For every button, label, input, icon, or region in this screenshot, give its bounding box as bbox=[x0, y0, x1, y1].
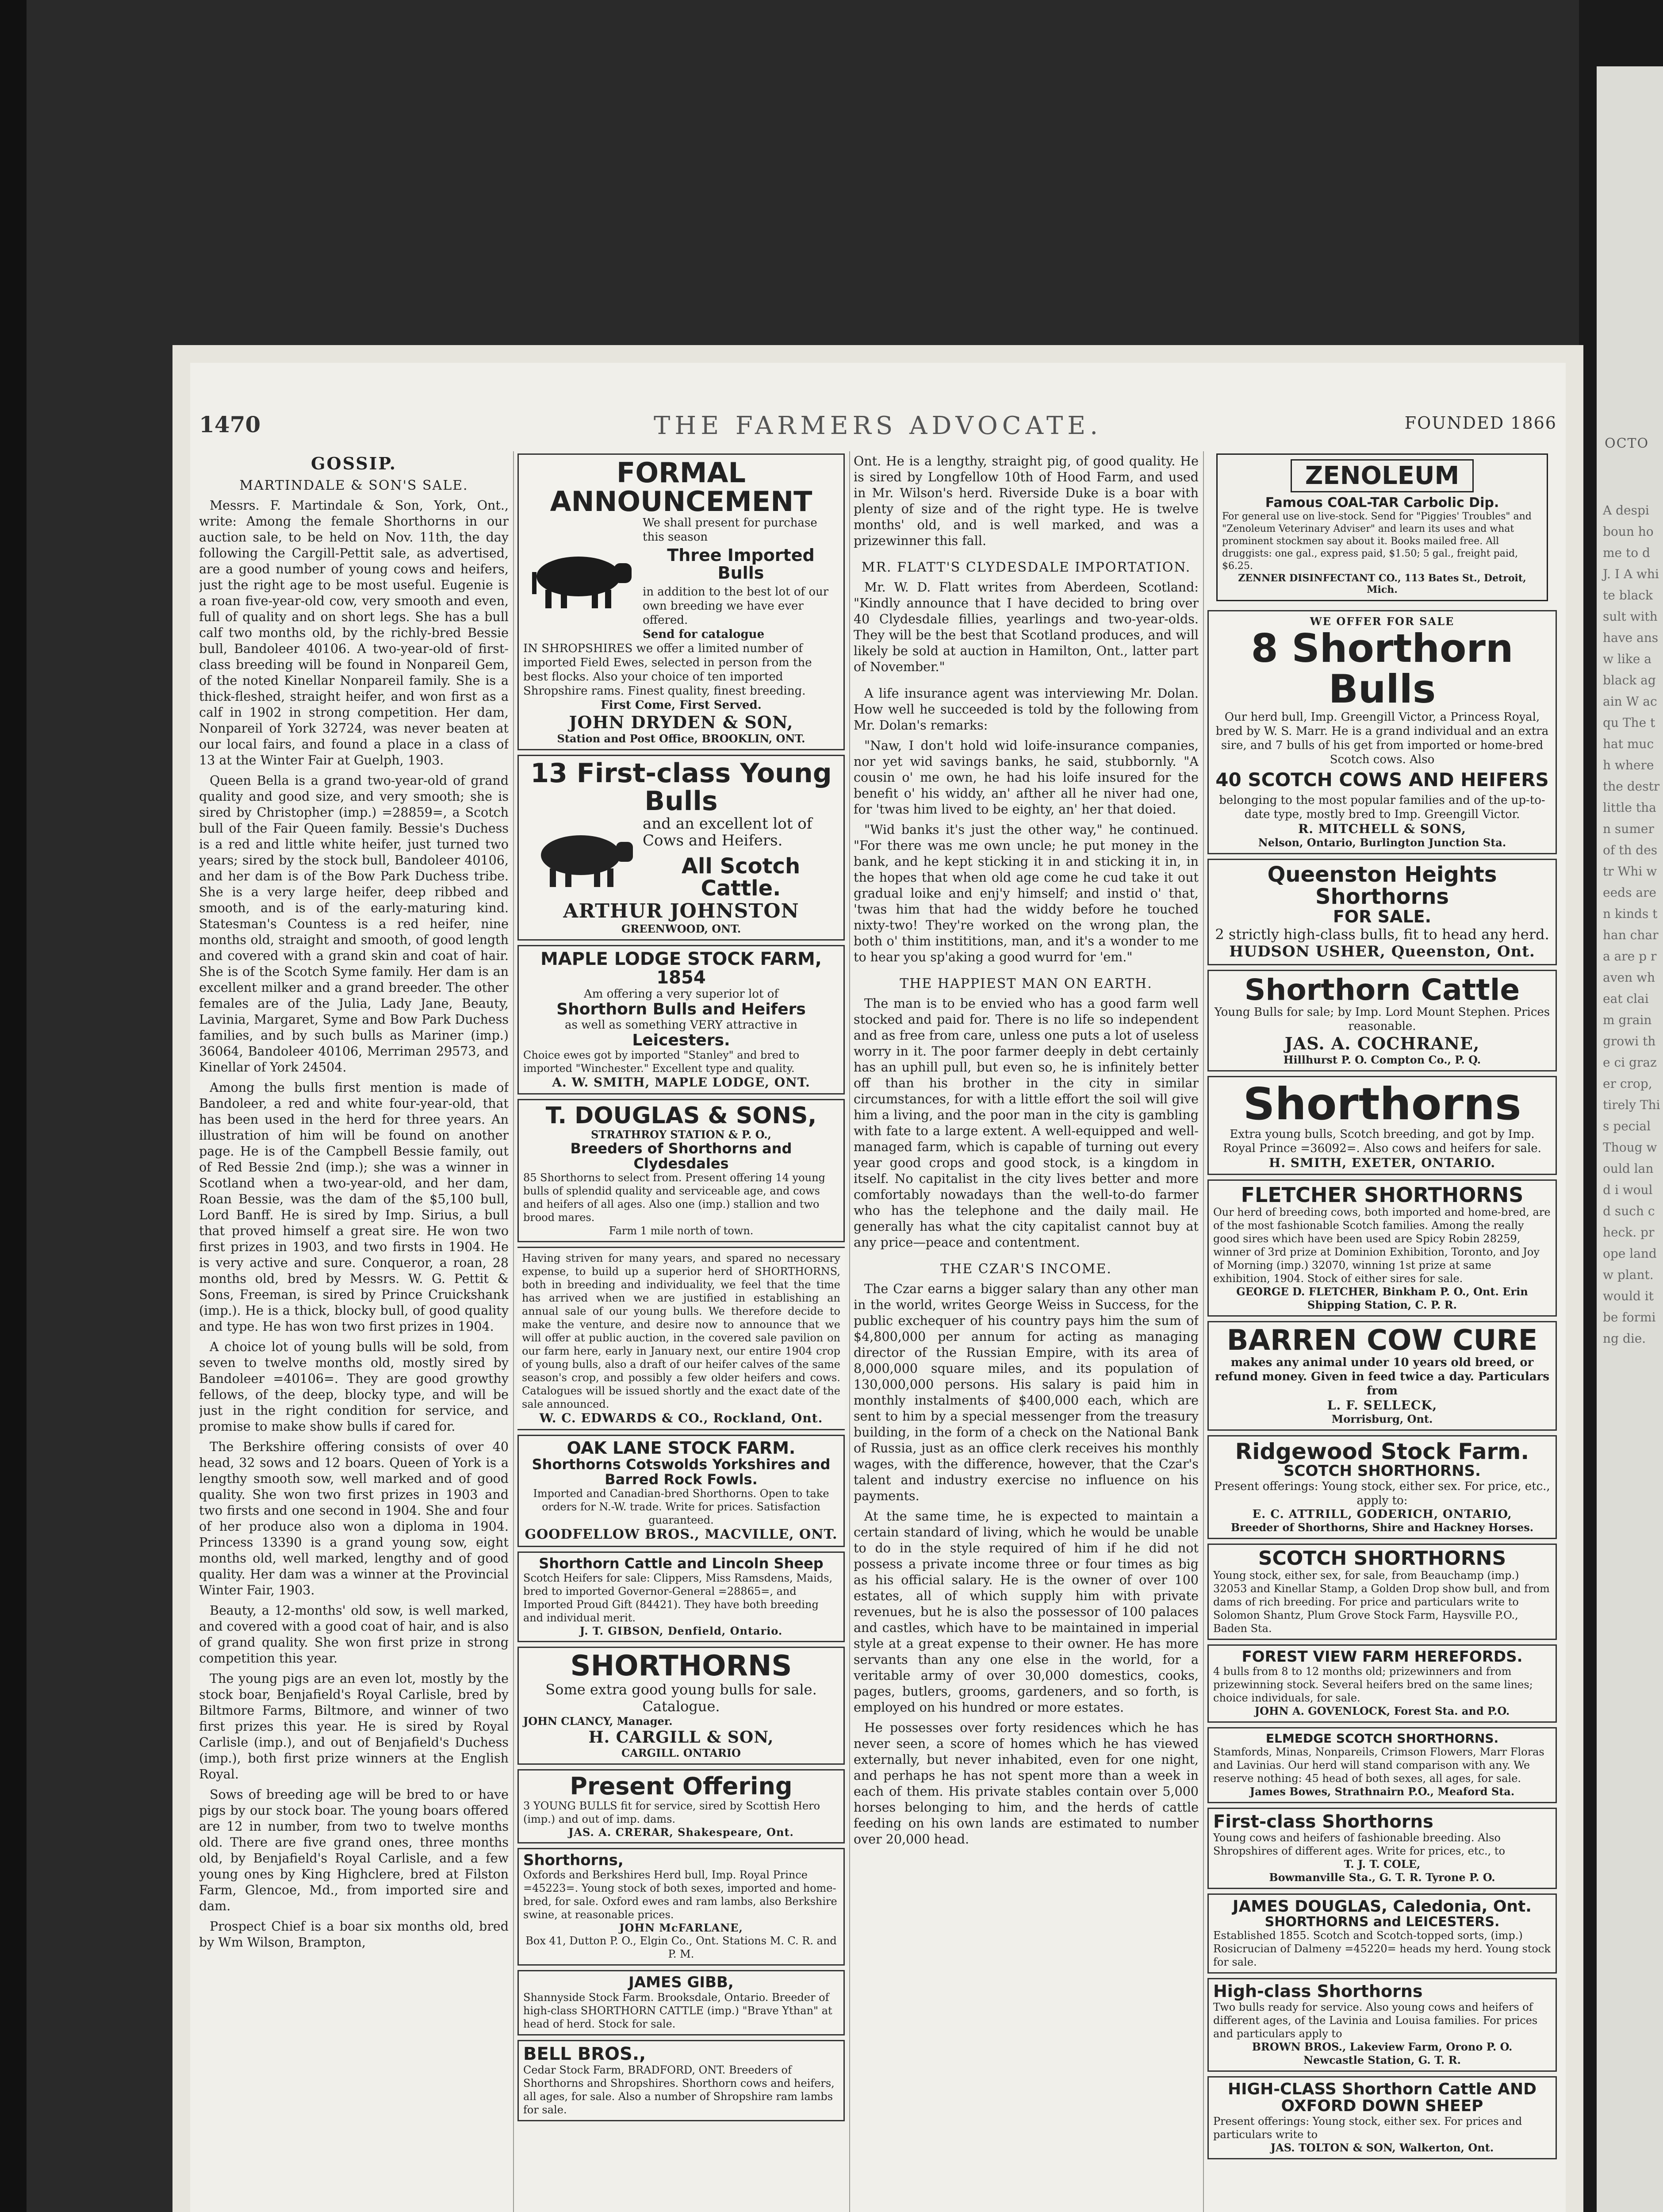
ad-cole bbox=[1207, 1808, 1557, 1889]
ad-title: HIGH-CLASS Shorthorn Cattle AND OXFORD DOWN SHEEP bbox=[1228, 2080, 1537, 2115]
ad-gibson bbox=[517, 1551, 845, 1642]
ad-shantz bbox=[1207, 1544, 1557, 1640]
ad-edwards bbox=[517, 1247, 845, 1430]
ad-title: BARREN COW CURE bbox=[1226, 1324, 1538, 1357]
ad-text: Scotch Heifers for sale: Clippers, Miss Ramsdens, Maids, bred to imported Governor-General =28865=, and Imported Proud Gift (84421). They have both breeding and individual merit. bbox=[523, 1571, 833, 1624]
ad-text: First Come, First Served. bbox=[601, 698, 762, 712]
ad-barren-cow-cure bbox=[1207, 1321, 1557, 1431]
ad-heading: SCOTCH SHORTHORNS. bbox=[1284, 1462, 1481, 1480]
ad-title: Queenston Heights Shorthorns bbox=[1267, 862, 1497, 910]
scan-edge-left bbox=[0, 0, 27, 2212]
ad-heading: Three Imported Bulls bbox=[667, 545, 815, 583]
ad-title: Present Offering bbox=[570, 1772, 793, 1800]
ad-bell-bros bbox=[517, 2040, 845, 2121]
column-articles bbox=[854, 453, 1199, 2212]
ad-mitchell bbox=[1207, 610, 1557, 854]
ad-text: Some extra good young bulls for sale. Catalogue. bbox=[545, 1681, 817, 1715]
ad-text: Established 1855. Scotch and Scotch-topped sorts, (imp.) Rosicrucian of Dalmeny =45220= heads my herd. Young stock for sale. bbox=[1213, 1929, 1551, 1969]
ad-title: ELMEDGE SCOTCH SHORTHORNS. bbox=[1265, 1731, 1499, 1746]
ad-text: 85 Shorthorns to select from. Present offering 14 young bulls of splendid quality and serviceable age, and cows and heifers of all ages. Also one (imp.) stallion and two brood mares. bbox=[523, 1171, 825, 1224]
ad-title: FOREST VIEW FARM HEREFORDS. bbox=[1242, 1647, 1523, 1666]
ad-brown-bros bbox=[1207, 1978, 1557, 2072]
paragraph: Sows of breeding age will be bred to or have pigs by our stock boar. The young boars offered are 12 in number, from two to twelve months old. There are five grand ones, three months old, by Benjafield's Royal Carlisle, and a few young ones by King Highclere, bred at Filston Farm, Glencoe, Md., from imported sire and dam. bbox=[199, 1787, 509, 1913]
ad-heading: Famous COAL-TAR Carbolic Dip. bbox=[1265, 495, 1499, 511]
ad-govenlock bbox=[1207, 1644, 1557, 1723]
ad-heading: Shorthorn Bulls and Heifers bbox=[556, 1000, 806, 1018]
ad-crerar bbox=[517, 1769, 845, 1843]
ad-title: Shorthorns bbox=[1243, 1078, 1521, 1130]
ad-text: Imported and Canadian-bred Shorthorns. Open to take orders for N.-W. trade. Write for prices. Satisfaction guaranteed. bbox=[533, 1487, 829, 1527]
ad-text: Our herd bull, Imp. Greengill Victor, a Princess Royal, bred by W. S. Marr. He is a grand individual and an extra sire, and 7 bulls of his get from imported or home-bred Scotch cows. Also bbox=[1215, 710, 1549, 766]
paragraph: Messrs. F. Martindale & Son, York, Ont., write: Among the female Shorthorns in our auction sale, to be held on Nov. 11th, the day following the Cargill-Pettit sale, as advertised, are a good number of young cows and heifers, just the right age to be most useful. Eugenie is a roan five-year-old cow, very smooth and even, full of quality and on short legs. She has a bull calf two months old, by the richly-bred Bessie bull, Bandoleer 40106. A two-year-old of first-class breeding will be found in Nonpareil Gem, of the noted Kinellar Nonpareil family. She is a thick-fleshed, straight heifer, and won first as a calf in 1902 in strong competition. Her dam, Nonpareil of York 32724, was never beaten at our local fairs, and found a place in a class of 13 at the Winter Fair at Guelph, 1903. bbox=[199, 498, 509, 768]
advertiser-name: R. MITCHELL & SONS, bbox=[1298, 821, 1467, 836]
ad-heading: FOR SALE. bbox=[1333, 906, 1432, 926]
advertiser-address: Box 41, Dutton P. O., Elgin Co., Ont. Stations M. C. R. and P. M. bbox=[525, 1935, 837, 1961]
ad-bowes bbox=[1207, 1727, 1557, 1803]
page-number: 1470 bbox=[199, 411, 261, 438]
advertiser-address: Hillhurst P. O. Compton Co., P. Q. bbox=[1283, 1053, 1481, 1066]
ad-text: WE OFFER FOR SALE bbox=[1310, 615, 1455, 628]
ad-text: Having striven for many years, and spared no necessary expense, to build up a superior herd of SHORTHORNS, both in breeding and individuality, we feel that the time has arrived when we are justified in establishing an annual sale of our young bulls. We therefore decide to make the venture, and desire now to announce that we will offer at public auction, in the covered sale pavilion on our farm here, early in January next, our entire 1904 crop of young bulls, also a draft of our heifer calves of the same season's crop, and possibly a few older heifers and cows. Catalogues will be issued shortly and the exact date of the sale announced. bbox=[522, 1252, 840, 1411]
ad-ridgewood bbox=[1207, 1435, 1557, 1539]
ad-text: Stamfords, Minas, Nonpareils, Crimson Flowers, Marr Floras and Lavinias. Our herd will stand comparison with any. We reserve nothing: 45 head of both sexes, all ages, for sale. bbox=[1213, 1745, 1544, 1785]
advertiser-name: L. F. SELLECK, bbox=[1327, 1398, 1437, 1413]
ad-title: High-class Shorthorns bbox=[1213, 1982, 1423, 2001]
ad-heading: All Scotch Cattle. bbox=[681, 853, 801, 901]
ad-text: We shall present for purchase this season bbox=[643, 516, 817, 544]
publication-title: THE FARMERS ADVOCATE. bbox=[654, 411, 1102, 440]
paragraph: A life insurance agent was interviewing Mr. Dolan. How well he succeeded is told by the following from Mr. Dolan's remarks: bbox=[854, 686, 1199, 733]
article-heading: THE CZAR'S INCOME. bbox=[940, 1261, 1112, 1277]
cattle-illustration-icon bbox=[523, 824, 638, 891]
advertiser-address: Morrisburg, Ont. bbox=[1331, 1413, 1433, 1426]
paragraph: Queen Bella is a grand two-year-old of grand quality and good size, and very smooth; she is sired by Christopher (imp.) =28859=, a Scotch bull of the Fair Queen family. Bessie's Duchess is a red and little white heifer, just turned two years; sired by the stock bull, Bandoleer 40106, and her dam is of the Bow Park Duchess tribe. She is a very large heifer, deep ribbed and smooth, and is of the early-maturing kind. Statesman's Countess is a red heifer, nine months old, straight and smooth, of good length and covered with a grand skin and coat of hair. She is of the Scotch Syme family. Her dam is an excellent milker and a grand breeder. The other females are of the Julia, Lady Jane, Beauty, Lavinia, Margaret, Syme and Bow Park Duchess families, and by such bulls as Mariner (imp.) 36064, Bandoleer 40106, Merriman 29573, and Kinellar of York 24504. bbox=[199, 773, 509, 1075]
advertiser-name: JOHN McFARLANE, bbox=[619, 1921, 743, 1935]
advertiser-name: GEORGE D. FLETCHER, Binkham P. O., Ont. Erin Shipping Station, C. P. R. bbox=[1236, 1285, 1528, 1312]
ad-title: T. DOUGLAS & SONS, bbox=[545, 1102, 817, 1129]
advertiser-name: James Bowes, Strathnairn P.O., Meaford Sta. bbox=[1249, 1785, 1515, 1798]
ad-title: Ridgewood Stock Farm. bbox=[1235, 1439, 1529, 1465]
ad-text: 2 strictly high-class bulls, fit to head any herd. bbox=[1215, 926, 1549, 943]
paragraph: The Czar earns a bigger salary than any other man in the world, writes George Weiss in Success, for the public exchequer of his country pays him the sum of $4,800,000 per annum for acting as managing director of the Russian Empire, with its area of 8,000,000 square miles, and its population of 130,000,000 persons. His salary is paid him in monthly instalments of $400,000 each, which are sent to him by a special messenger from the treasury building, in the form of a check on the National Bank of Russia, just as an office clerk receives his monthly wages, with the difference, however, that the Czar's talent and industry exercise no influence on his payments. bbox=[854, 1282, 1199, 1503]
column-rule bbox=[849, 451, 850, 2212]
advertiser-address: Station and Post Office, BROOKLIN, ONT. bbox=[557, 732, 805, 745]
column-advertisements-b bbox=[1207, 453, 1557, 2212]
column-gossip bbox=[199, 453, 509, 2212]
ad-title: First-class Shorthorns bbox=[1213, 1811, 1433, 1832]
ad-title: SCOTCH SHORTHORNS bbox=[1258, 1547, 1506, 1570]
ad-cargill bbox=[517, 1647, 845, 1765]
ad-text: Two bulls ready for service. Also young cows and heifers of different ages, of the Lavinia and Louisa families. For prices and particulars apply to bbox=[1213, 2001, 1538, 2040]
ad-text: Oxfords and Berkshires Herd bull, Imp. Royal Prince =45223=. Young stock of both sexes, imported and home-bred, for sale. Oxford ewes and ram lambs, also Berkshire swine, at reasonable prices. bbox=[523, 1869, 837, 1921]
newspaper-page bbox=[190, 363, 1566, 2212]
paragraph: Mr. W. D. Flatt writes from Aberdeen, Scotland: "Kindly announce that I have decided to bring over 40 Clydesdale fillies, yearlings and two-year-olds. They will be the best that Scotland produces, and will likely be sold at auction in Hamilton, Ont., latter part of November." bbox=[854, 580, 1199, 674]
adjacent-page-text: A despi boun home to d J. I A white black sult with have answ like a black again W acqu The that much where the destr little than sumer of th destr Whi weeds are n kinds than chara are p raven wheat claim grain growi the ci grazer crop, tirely This pecial Thoug would land i would such check. prope landw plant. would it be forming die. bbox=[1603, 503, 1660, 1346]
ad-cochrane bbox=[1207, 970, 1557, 1071]
column-rule bbox=[1203, 451, 1204, 2212]
ad-text: Present offerings: Young stock, either sex. For prices and particulars write to bbox=[1213, 2115, 1522, 2141]
ad-text: and an excellent lot of Cows and Heifers. bbox=[643, 814, 812, 849]
ad-text: Present offerings: Young stock, either sex. For price, etc., apply to: bbox=[1214, 1479, 1550, 1507]
ad-text: STRATHROY STATION & P. O., bbox=[591, 1128, 771, 1141]
ad-title: Shorthorn Cattle and Lincoln Sheep bbox=[539, 1555, 824, 1572]
bull-illustration-icon bbox=[523, 545, 638, 612]
ad-text: in addition to the best lot of our own breeding we have ever offered. bbox=[643, 585, 829, 627]
page-header bbox=[199, 411, 1557, 438]
section-heading: GOSSIP. bbox=[311, 453, 397, 473]
advertiser-name: JAS. TOLTON & SON, Walkerton, Ont. bbox=[1270, 2141, 1494, 2154]
paragraph: "Wid banks it's just the other way," he continued. "For there was me own uncle; he put money in the bank, and he kept sticking it in and sticking it in, in the hopes that when old age come he cud take it out gradual loike and enj'y himself; and instid o' that, 'twas him that had the widdy before he touched nixty-two! They're worked on the wrong plan, the both o' thim instititions, man, and it's a wonder to me to hear you sp'aking a good wurrd for 'em." bbox=[854, 822, 1199, 964]
advertiser-address: GREENWOOD, ONT. bbox=[621, 922, 741, 935]
ad-title: FORMAL ANNOUNCEMENT bbox=[550, 457, 812, 518]
advertiser-address: CARGILL. ONTARIO bbox=[621, 1746, 741, 1759]
advertiser-address: Newcastle Station, G. T. R. bbox=[1303, 2053, 1461, 2066]
ad-title: JAMES DOUGLAS, Caledonia, Ont. bbox=[1233, 1897, 1532, 1916]
ad-title: JAMES GIBB, bbox=[628, 1974, 734, 1992]
paragraph: Prospect Chief is a boar six months old, bred by Wm Wilson, Brampton, bbox=[199, 1919, 509, 1950]
ad-text: JOHN CLANCY, Manager. bbox=[523, 1714, 673, 1728]
ad-text: 3 YOUNG BULLS fit for service, sired by Scottish Hero (imp.) and out of imp. dams. bbox=[523, 1799, 820, 1825]
paragraph: The young pigs are an even lot, mostly by the stock boar, Benjafield's Royal Carlisle, bred by Biltmore Farms, Biltmore, and winner of two first prizes this year. He is sired by Royal Carlisle (imp.), and out of Benjafield's Duchess (imp.), both first prize winners at the English Royal. bbox=[199, 1671, 509, 1782]
ad-heading: Breeders of Shorthorns and Clydesdales bbox=[570, 1140, 792, 1172]
article-heading: MR. FLATT'S CLYDESDALE IMPORTATION. bbox=[861, 560, 1191, 575]
ad-title: Shorthorns, bbox=[523, 1851, 624, 1869]
ad-fletcher bbox=[1207, 1179, 1557, 1317]
advertiser-name: T. J. T. COLE, bbox=[1344, 1857, 1421, 1870]
advertiser-name: H. SMITH, EXETER, ONTARIO. bbox=[1268, 1155, 1496, 1170]
advertiser-name: JAS. A. CRERAR, Shakespeare, Ont. bbox=[568, 1825, 794, 1839]
paragraph: He possesses over forty residences which he has never seen, a score of homes which he has viewed externally, but never inhabited, even for one night, and perhaps he has not spent more than a week in each of them. His private stables contain over 5,000 horses belonging to him, and the herds of cattle feeding on his own lands are estimated to number over 20,000 head. bbox=[854, 1720, 1199, 1847]
ad-title: 8 Shorthorn Bulls bbox=[1251, 626, 1514, 712]
advertiser-address: Nelson, Ontario, Burlington Junction Sta. bbox=[1258, 836, 1506, 849]
ad-text: Choice ewes got by imported "Stanley" and bred to imported "Winchester." Excellent type and quality. bbox=[523, 1049, 800, 1075]
adjacent-page-header: OCTO bbox=[1605, 436, 1649, 451]
column-advertisements-a bbox=[517, 453, 845, 2212]
ad-text: IN SHROPSHIRES we offer a limited number of imported Field Ewes, selected in person from the best flocks. Also your choice of ten imported Shropshire rams. Finest quality, finest breeding. bbox=[523, 641, 812, 698]
ad-maple-lodge bbox=[517, 945, 845, 1095]
ad-text: Am offering a very superior lot of bbox=[584, 987, 778, 1001]
ad-text: 4 bulls from 8 to 12 months old; prizewinners and from prizewinning stock. Several heifers bred on the same lines; choice individuals, for sale. bbox=[1213, 1665, 1533, 1705]
ad-text: Young cows and heifers of fashionable breeding. Also Shropshires of different ages. Write for prices, etc., to bbox=[1213, 1831, 1506, 1857]
ad-usher bbox=[1207, 859, 1557, 965]
ad-text: makes any animal under 10 years old breed, or refund money. Given in feed twice a day. Particulars from bbox=[1215, 1356, 1549, 1398]
paragraph: At the same time, he is expected to maintain a certain standard of living, which he would be unable to do in the style required of him if he did not possess a private income three or four times as big as his official salary. He is the owner of over 100 estates, all of which supply him with private revenues, but he is also the possessor of 100 palaces and castles, which have to be maintained in imperial style at a great expense to their owner. He has more servants than any one else in the world, for a veritable army of over 30,000 domestics, cooks, pages, butlers, grooms, gardeners, and so forth, is employed on his hundred or more estates. bbox=[854, 1509, 1199, 1715]
advertiser-name: J. T. GIBSON, Denfield, Ontario. bbox=[579, 1624, 783, 1637]
advertiser-name: ARTHUR JOHNSTON bbox=[563, 899, 799, 922]
ad-zenoleum bbox=[1216, 453, 1548, 601]
ad-title: BELL BROS., bbox=[523, 2044, 646, 2065]
paragraph: Beauty, a 12-months' old sow, is well marked, and covered with a good coat of hair, and is also of grand quality. She won first prize in strong competition this year. bbox=[199, 1603, 509, 1666]
paragraph: "Naw, I don't hold wid loife-insurance companies, nor yet wid savings banks, he said, stubbornly. "A cousin o' me own, he had his loife insured for the benefit o' his widdy, an' afther all he niver had one, for 'twas him lived to be eighty, an' her that doied. bbox=[854, 738, 1199, 817]
ad-heading: Leicesters. bbox=[632, 1031, 730, 1049]
advertiser-name: JAS. A. COCHRANE, bbox=[1284, 1033, 1480, 1053]
ad-heading: 40 SCOTCH COWS AND HEIFERS bbox=[1215, 768, 1549, 791]
ad-heading: SHORTHORNS and LEICESTERS. bbox=[1264, 1914, 1500, 1930]
column-rule bbox=[513, 451, 514, 2212]
ad-dryden bbox=[517, 453, 845, 750]
ad-mcfarlane bbox=[517, 1848, 845, 1966]
ad-text: Send for catalogue bbox=[643, 627, 765, 641]
ad-title: ZENOLEUM bbox=[1291, 459, 1474, 492]
paragraph: A choice lot of young bulls will be sold, from seven to twelve months old, mostly sired by Bandoleer =40106=. They are good growthy fellows, of the deep, blocky type, and will be just in the right condition for service, and promise to make show bulls if cared for. bbox=[199, 1340, 509, 1434]
ad-title: SHORTHORNS bbox=[570, 1649, 792, 1682]
advertiser-name: W. C. EDWARDS & CO., Rockland, Ont. bbox=[539, 1411, 823, 1426]
ad-text: Our herd of breeding cows, both imported and home-bred, are of the most fashionable Scotch families. Among the really good sires which have been used are Spicy Robin 28259, winner of 3rd prize at Dominion Exhibition, Toronto, and Joy of Morning (imp.) 32070, winning 1st prize at same exhibition, 1904. Stock of either sires for sale. bbox=[1213, 1206, 1551, 1285]
advertiser-name: H. CARGILL & SON, bbox=[588, 1728, 774, 1747]
paragraph: Ont. He is a lengthy, straight pig, of good quality. He is sired by Longfellow 10th of Hood Farm, and used in Mr. Wilson's herd. Riverside Duke is a boar with plenty of size and of the right type. He is twelve months' old, and is well marked, and was a prizewinner this fall. bbox=[854, 454, 1199, 548]
ad-oak-lane bbox=[517, 1435, 845, 1547]
advertiser-name: JOHN A. GOVENLOCK, Forest Sta. and P.O. bbox=[1254, 1705, 1510, 1718]
article-subheading: MARTINDALE & SON'S SALE. bbox=[239, 478, 468, 493]
ad-title: MAPLE LODGE STOCK FARM, 1854 bbox=[540, 949, 822, 988]
ad-text: Extra young bulls, Scotch breeding, and got by Imp. Royal Prince =36092=. Also cows and heifers for sale. bbox=[1223, 1127, 1541, 1155]
advertiser-name: E. C. ATTRILL, GODERICH, ONTARIO, bbox=[1252, 1507, 1512, 1521]
ad-title: Shorthorn Cattle bbox=[1244, 972, 1520, 1007]
ad-tolton bbox=[1207, 2076, 1557, 2159]
ad-heading: Shorthorns Cotswolds Yorkshires and Barred Rock Fowls. bbox=[532, 1456, 831, 1488]
paragraph: The Berkshire offering consists of over 40 head, 32 sows and 12 boars. Queen of York is a lengthy smooth sow, well marked and of good quality. She won two first prizes in 1903 and two firsts and one second in 1904. She and four of her produce also won a diploma in 1904. Princess 13390 is a grand young sow, eight months old, well marked, lengthy and of good quality. Her dam was a winner at the Provincial Winter Fair, 1903. bbox=[199, 1440, 509, 1598]
paragraph: Among the bulls first mention is made of Bandoleer, a red and white four-year-old, that has been used in the herd for three years. An illustration of him will be found on another page. He is of the Campbell Bessie family, out of Red Bessie 2nd (imp.); she was a winner in Scotland when a two-year-old, and her dam, Roan Bessie, was the dam of the $5,100 bull, Lord Banff. He is sired by Imp. Sirius, a bull that proved himself a great sire. He won two first prizes in 1903, and two firsts in 1904. He is very active and sure. Conqueror, a roan, 28 months old, bred by Messrs. W. G. Pettit & Sons, Freeman, is sired by Prince Cruickshank (imp.). He is a thick, blocky bull, of good quality and type. He has won two first prizes in 1904. bbox=[199, 1080, 509, 1334]
ad-text: as well as something VERY attractive in bbox=[565, 1018, 797, 1032]
advertiser-name: GOODFELLOW BROS., MACVILLE, ONT. bbox=[525, 1527, 838, 1543]
article-heading: THE HAPPIEST MAN ON EARTH. bbox=[900, 976, 1153, 991]
ad-gibb bbox=[517, 1970, 845, 2035]
ad-text: Shannyside Stock Farm. Brooksdale, Ontario. Breeder of high-class SHORTHORN CATTLE (imp.) "Brave Ythan" at head of herd. Stock for sale. bbox=[523, 1991, 832, 2031]
advertiser-name: BROWN BROS., Lakeview Farm, Orono P. O. bbox=[1252, 2040, 1513, 2053]
advertiser-name: A. W. SMITH, MAPLE LODGE, ONT. bbox=[552, 1075, 810, 1090]
adjacent-page-strip bbox=[1597, 66, 1663, 2212]
ad-title: 13 First-class Young Bulls bbox=[530, 757, 832, 817]
ad-text: For general use on live-stock. Send for "Piggies' Troubles" and "Zenoleum Veterinary Adviser" and learn its uses and what prominent stockmen say about it. Books mailed free. All druggists: one gal., express paid, $1.50; 5 gal., freight paid, $6.25. bbox=[1222, 511, 1532, 572]
ad-johnston bbox=[517, 755, 845, 941]
ad-douglas bbox=[517, 1099, 845, 1242]
advertiser-name: ZENNER DISINFECTANT CO., 113 Bates St., Detroit, Mich. bbox=[1238, 572, 1526, 595]
ad-title: OAK LANE STOCK FARM. bbox=[567, 1438, 796, 1458]
ad-title: FLETCHER SHORTHORNS bbox=[1241, 1183, 1524, 1207]
advertiser-address: Breeder of Shorthorns, Shire and Hackney Horses. bbox=[1230, 1521, 1534, 1534]
ad-smith bbox=[1207, 1076, 1557, 1175]
ad-text: Young Bulls for sale; by Imp. Lord Mount Stephen. Prices reasonable. bbox=[1214, 1005, 1550, 1033]
advertiser-address: Bowmanville Sta., G. T. R. Tyrone P. O. bbox=[1269, 1870, 1495, 1884]
advertiser-name: JOHN DRYDEN & SON, bbox=[569, 712, 793, 732]
founded-label: FOUNDED 1866 bbox=[1404, 413, 1557, 433]
advertiser-name: HUDSON USHER, Queenston, Ont. bbox=[1229, 942, 1535, 960]
paragraph: The man is to be envied who has a good farm well stocked and paid for. There is no life so independent and as free from care, unless one puts a lot of useless worry in it. The poor farmer deeply in debt certainly has an uphill pull, but even so, he is infinitely better off than his brother in the city in similar circumstances, for with a little effort the soil will give him a living, and the poor man in the city is gambling with fate to a large extent. A well-equipped and well-managed farm, which is capable of turning out every year good crops and good stock, is a kingdom in itself. No capitalist in the city lives better and more comfortably nowadays than the well-to-do farmer who has the telephone and the daily mail. He generally has what the city capitalist cannot buy at any price—peace and contentment. bbox=[854, 996, 1199, 1250]
ad-text: Farm 1 mile north of town. bbox=[609, 1225, 754, 1237]
ad-james-douglas bbox=[1207, 1893, 1557, 1974]
ad-text: belonging to the most popular families and of the up-to-date type, mostly bred to Imp. Greengill Victor. bbox=[1219, 793, 1545, 821]
ad-text: Young stock, either sex, for sale, from Beauchamp (imp.) 32053 and Kinellar Stamp, a Golden Drop show bull, and from dams of rich breeding. For price and particulars write to Solomon Shantz, Plum Grove Stock Farm, Haysville P.O., Baden Sta. bbox=[1213, 1569, 1550, 1635]
ad-text: Cedar Stock Farm, BRADFORD, ONT. Breeders of Shorthorns and Shropshires. Shorthorn cows and heifers, all ages, for sale. Also a number of Shropshire ram lambs for sale. bbox=[523, 2064, 835, 2116]
